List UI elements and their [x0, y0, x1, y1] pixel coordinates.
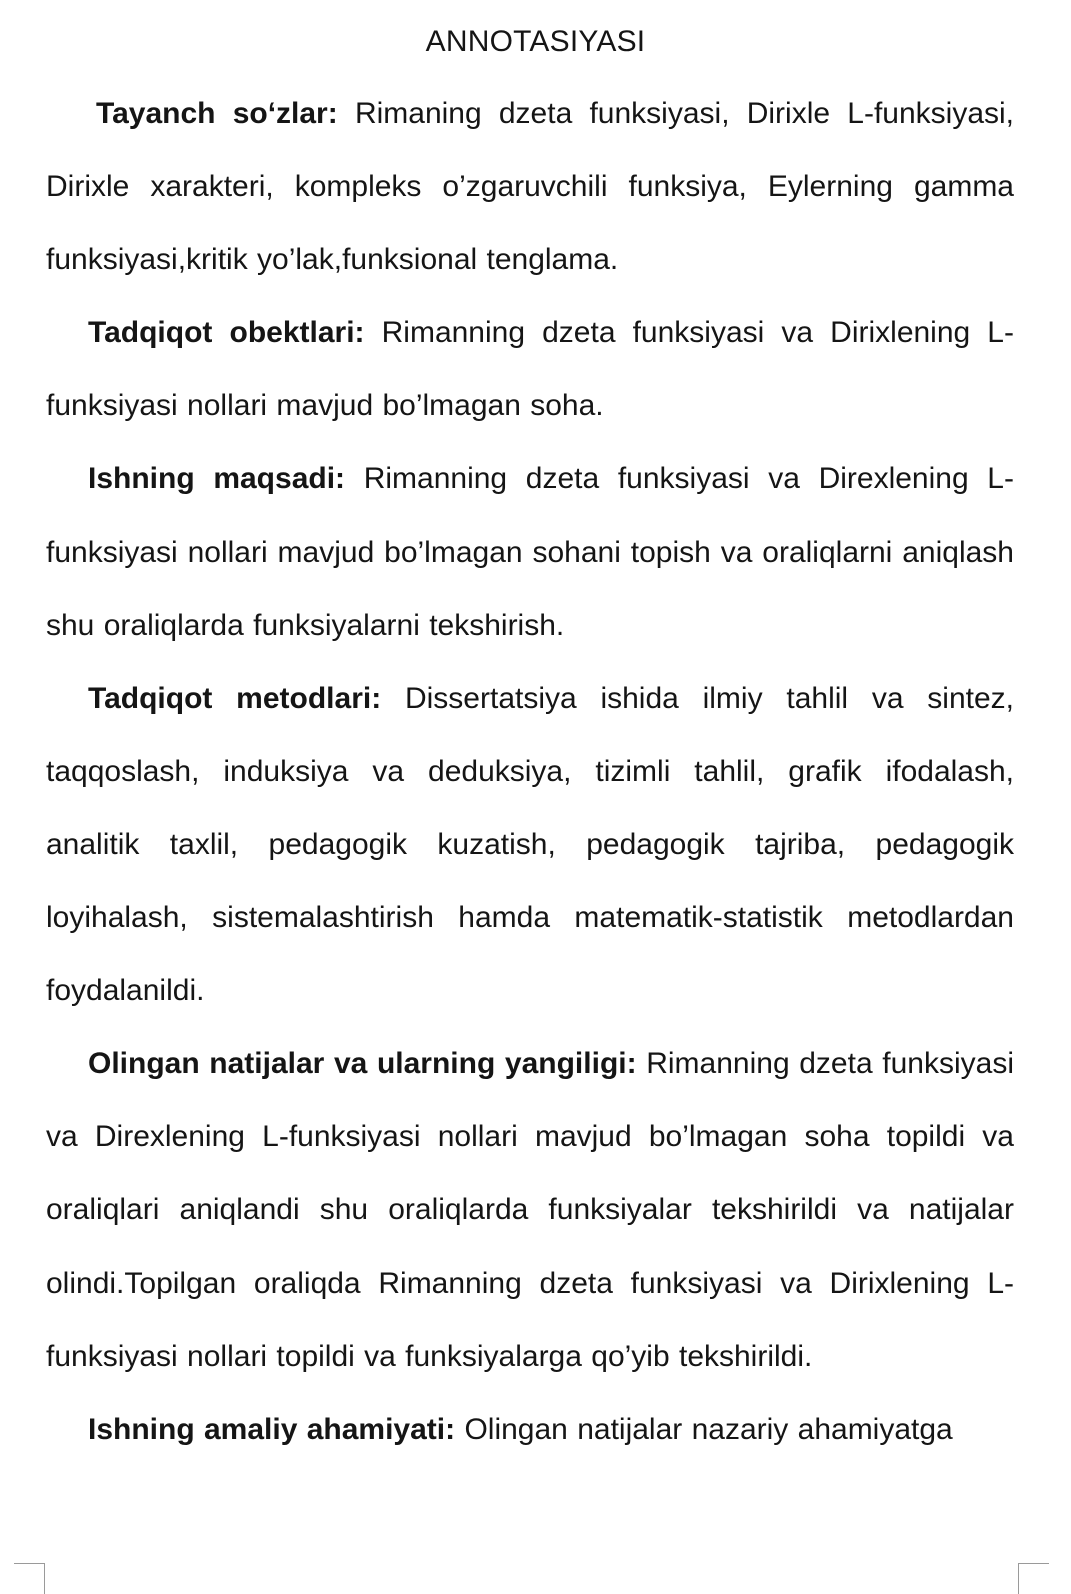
paragraph-text: Dissertatsiya ishida ilmiy tahlil va sintez, taqqoslash, induksiya va deduksiya, tizimli tahlil, grafik ifodalash, analitik taxlil, pedagogik kuzatish, pedagogik tajriba, pedagogik loyihalash, sistemalashtirish hamda matematik-statistik metodlardan foydalanildi. [46, 681, 1014, 1008]
paragraph-text: Rimaning dzeta funksiyasi, Dirixle L-funksiyasi, Dirixle xarakteri, kompleks o’zgaruvchili funksiya, Eylerning gamma funksiyasi,kritik yo’lak,funksional tenglama. [46, 97, 1015, 277]
paragraph-text: Rimanning dzeta funksiyasi va Dirixlening L-funksiyasi nollari mavjud bo’lmagan soha. [46, 316, 1014, 423]
paragraph-lead: Tadqiqot metodlari: [88, 681, 382, 715]
paragraph-lead: Tadqiqot obektlari: [88, 316, 365, 350]
page-corner-mark-left [14, 1563, 45, 1594]
paragraph-practical-significance [46, 1393, 1014, 1466]
paragraph-lead: Ishning amaliy ahamiyati: [88, 1412, 456, 1446]
paragraph-lead: Ishning maqsadi: [88, 462, 346, 496]
paragraph-methods [46, 662, 1014, 1027]
paragraph-lead: Tayanch so‘zlar: [96, 97, 338, 130]
page-corner-mark-right [1018, 1563, 1049, 1594]
paragraph-text: Rimanning dzeta funksiyasi va Direxlening L-funksiyasi nollari mavjud bo’lmagan soha topildi va oraliqlari aniqlandi shu oraliqlarda funksiyalar tekshirildi va natijalar olindi.Topilgan oraliqda Rimanning dzeta funksiyasi va Dirixlening L-funksiyasi nollari topildi va funksiyalarga qo’yib tekshirildi. [46, 1047, 1014, 1373]
paragraph-aim [46, 442, 1014, 661]
paragraph-text: Olingan natijalar nazariy ahamiyatga [455, 1412, 953, 1446]
paragraph-text: Rimanning dzeta funksiyasi va Direxlening L-funksiyasi nollari mavjud bo’lmagan sohani topish va oraliqlarni aniqlash shu oraliqlarda funksiyalarni tekshirish. [46, 462, 1014, 642]
paragraph-lead: Olingan natijalar va ularning yangiligi: [88, 1047, 637, 1081]
paragraph-keywords [46, 77, 1014, 296]
document-body [46, 77, 1014, 1466]
document-title: ANNOTASIYASI [425, 25, 646, 58]
paragraph-results [46, 1027, 1014, 1392]
paragraph-research-objects [46, 296, 1014, 442]
